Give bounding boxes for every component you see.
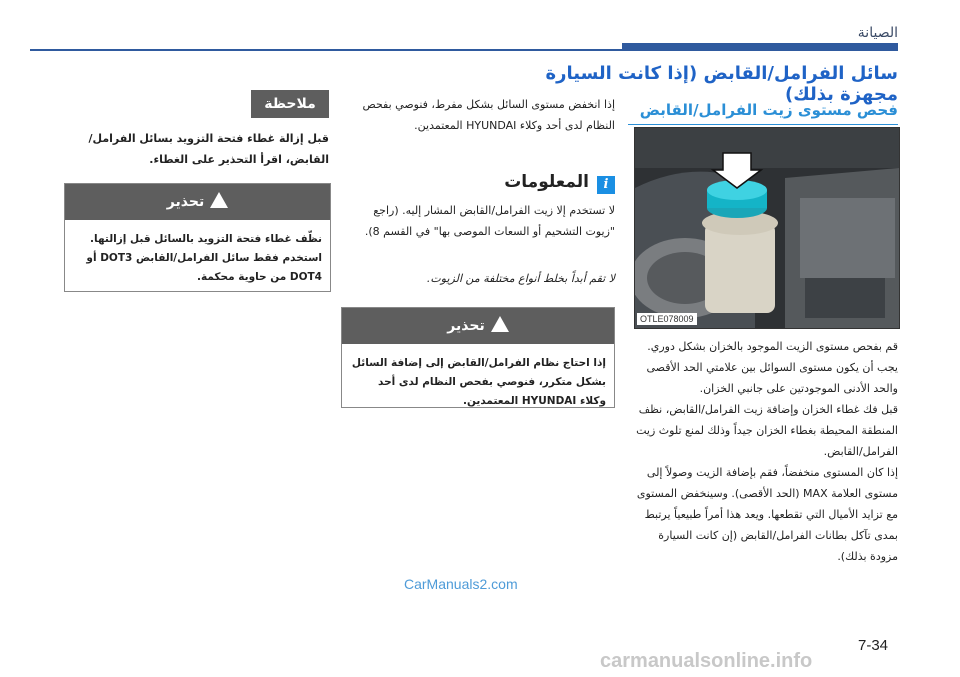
note-label: ملاحظة xyxy=(251,90,329,118)
middle-warning-text: إذا احتاج نظام الفرامل/القابض إلى إضافة السائل بشكل متكرر، فنوصي بفحص النظام لدى أحد وكلاء HYUNDAI المعتمدين. xyxy=(351,357,606,407)
middle-intro: إذا انخفض مستوى السائل بشكل مفرط، فنوصي بفحص النظام لدى أحد وكلاء HYUNDAI المعتمدين. xyxy=(362,98,615,132)
paragraph-level-check: قم بفحص مستوى الزيت الموجود بالخزان بشكل دوري. يجب أن يكون مستوى السوائل بين علامتي الحد الأقصى والحد الأدنى الموجودتين على جانبي الخزان. xyxy=(646,340,898,395)
middle-warning-title: تحذير xyxy=(447,318,485,334)
middle-warning-header xyxy=(342,308,614,344)
reservoir-photo xyxy=(634,127,900,329)
left-warning-title: تحذير xyxy=(166,194,205,210)
note-text: قبل إزالة غطاء فتحة التزويد بسائل الفرامل/القابض، اقرأ التحذير على الغطاء. xyxy=(88,132,329,166)
section-title: الصيانة xyxy=(857,25,898,41)
warning-triangle-icon xyxy=(491,316,509,332)
paragraph-clean-cap: قبل فك غطاء الخزان وإضافة زيت الفرامل/القابض، نظف المنطقة المحيطة بغطاء الخزان جيداً وذلك لمنع تلوث زيت الفرامل/القابض. xyxy=(636,403,898,458)
image-code: OTLE078009 xyxy=(637,313,697,325)
left-warning-text: نظّف غطاء فتحة التزويد بالسائل قبل إزالتها. استخدم فقط سائل الفرامل/القابض DOT3 أو DOT4 من حاوية محكمة. xyxy=(86,233,322,283)
left-warning-header xyxy=(65,184,330,220)
info-heading xyxy=(343,172,615,198)
watermark-carmanualsonline: carmanualsonline.info xyxy=(600,650,813,672)
header-bar xyxy=(622,43,898,51)
page-number: 7-34 xyxy=(858,637,889,654)
paragraph-low-level: إذا كان المستوى منخفضاً، فقم بإضافة الزيت وصولاً إلى مستوى العلامة MAX (الحد الأقصى). وسينخفض المستوى مع تزايد الأميال التي تقطعها. ويعد هذا أمراً طبيعياً يرتبط بمدى تآكل بطانات الفرامل/القابض (إن كانت السيارة مزودة بذلك). xyxy=(636,466,898,563)
info-title: المعلومات xyxy=(504,172,589,192)
warning-triangle-icon xyxy=(210,192,228,208)
right-column-title: فحص مستوى زيت الفرامل/القابض xyxy=(639,101,898,119)
middle-warning-box xyxy=(341,307,615,408)
right-column-title-rule xyxy=(628,124,898,125)
info-body: لا تستخدم إلا زيت الفرامل/القابض المشار إليه. (راجع "زيوت التشحيم أو السعات الموصى بها" في القسم 8). xyxy=(364,204,615,238)
info-italic-note: لا تقم أبداً بخلط أنواع مختلفة من الزيوت. xyxy=(426,272,615,285)
info-icon: i xyxy=(597,176,615,194)
left-warning-box xyxy=(64,183,331,292)
engine-bay-illustration xyxy=(635,128,899,328)
watermark-carmanuals2: CarManuals2.com xyxy=(404,576,518,592)
main-heading: سائل الفرامل/القابض (إذا كانت السيارة مجهزة بذلك) xyxy=(545,63,898,105)
right-column-body xyxy=(628,336,898,567)
